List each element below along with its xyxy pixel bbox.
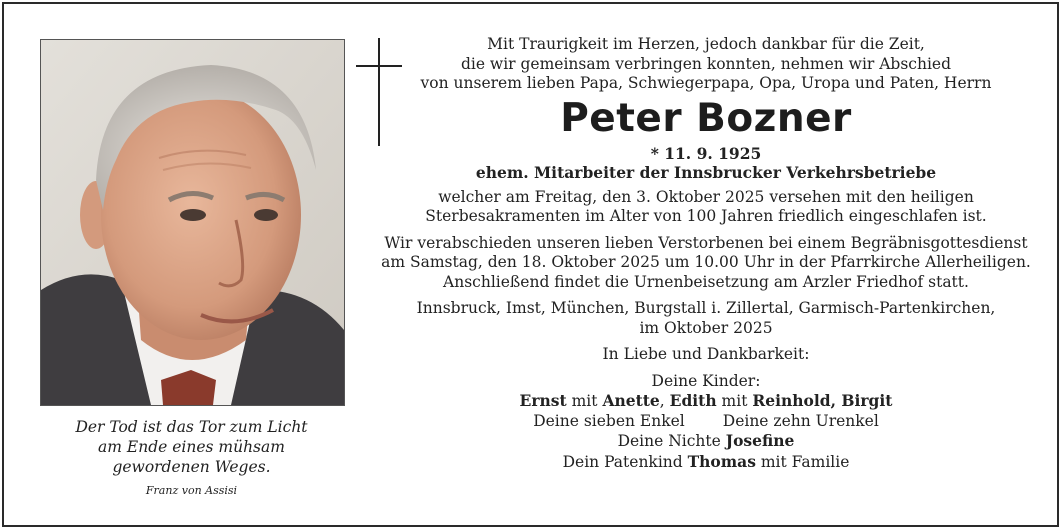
funeral-line: Anschließend findet die Urnenbeisetzung am Arzler Friedhof statt. — [443, 272, 969, 291]
obituary-card — [2, 2, 1059, 527]
grandchildren-line — [376, 412, 1036, 432]
birth-date: * 11. 9. 1925 — [650, 143, 762, 163]
godchild-suffix: mit Familie — [755, 452, 850, 471]
children-line — [376, 391, 1036, 412]
niece-line — [376, 431, 1036, 452]
death-line: Sterbesakramenten im Alter von 100 Jahren friedlich eingeschlafen ist. — [425, 207, 987, 225]
niece-label: Deine Nichte — [617, 432, 726, 450]
deceased-name: Peter Bozner — [560, 95, 852, 141]
places-date: im Oktober 2025 — [639, 318, 773, 337]
intro-line: Mit Traurigkeit im Herzen, jedoch dankbar für die Zeit, — [487, 35, 925, 53]
godchild-name: Thomas — [687, 451, 756, 471]
children-label: Deine Kinder: — [651, 371, 761, 390]
great-grandchildren: Deine zehn Urenkel — [722, 411, 879, 430]
with-text: mit — [716, 392, 753, 410]
spouse-name: Reinhold, Birgit — [752, 391, 893, 410]
obituary-text — [376, 35, 1036, 472]
love-line: In Liebe und Dankbarkeit: — [602, 345, 810, 363]
child-name: Edith — [669, 391, 717, 410]
portrait-photo — [40, 39, 345, 406]
comma: , — [659, 392, 670, 410]
death-line: welcher am Freitag, den 3. Oktober 2025 versehen mit den heiligen — [438, 187, 974, 206]
with-text: mit — [566, 392, 603, 410]
places-line: Innsbruck, Imst, München, Burgstall i. Zillertal, Garmisch-Partenkirchen, — [416, 299, 996, 317]
niece-name: Josefine — [725, 431, 795, 450]
quote-line: gewordenen Weges. — [112, 458, 271, 476]
quote-block — [40, 417, 343, 499]
child-name: Ernst — [519, 391, 567, 410]
grandchildren: Deine sieben Enkel — [533, 411, 685, 430]
occupation: ehem. Mitarbeiter der Innsbrucker Verkehrsbetriebe — [475, 163, 937, 182]
funeral-line: Wir verabschieden unseren lieben Verstorbenen bei einem Begräbnisgottesdienst — [384, 233, 1028, 252]
quote-author: Franz von Assisi — [145, 484, 238, 497]
intro-line: von unserem lieben Papa, Schwiegerpapa, Opa, Uropa und Paten, Herrn — [420, 74, 992, 92]
quote-line: am Ende eines mühsam — [98, 438, 285, 456]
godchild-label: Dein Patenkind — [562, 452, 688, 471]
quote-line: Der Tod ist das Tor zum Licht — [75, 418, 308, 436]
godchild-line — [376, 452, 1036, 473]
spouse-name: Anette — [602, 391, 660, 410]
funeral-line: am Samstag, den 18. Oktober 2025 um 10.00 Uhr in der Pfarrkirche Allerheiligen. — [381, 253, 1031, 271]
intro-line: die wir gemeinsam verbringen konnten, nehmen wir Abschied — [460, 54, 952, 73]
